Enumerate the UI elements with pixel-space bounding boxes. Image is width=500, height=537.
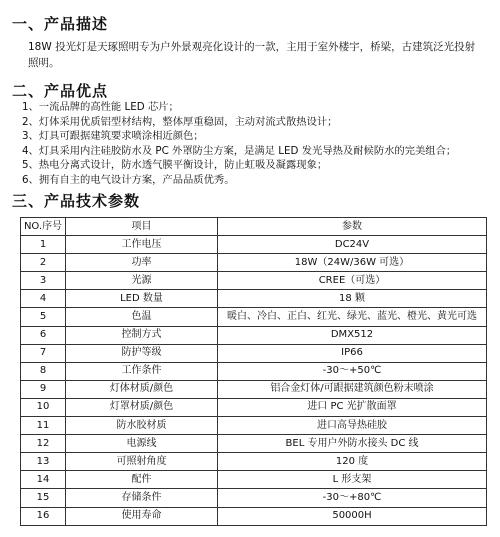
row-value: CREE（可选） bbox=[218, 272, 487, 290]
row-item: 配件 bbox=[66, 471, 218, 489]
section-title-description: 一、产品描述 bbox=[12, 15, 109, 33]
header-param: 参数 bbox=[218, 218, 487, 236]
row-item: 可照射角度 bbox=[66, 453, 218, 471]
table-row bbox=[21, 453, 487, 471]
row-number: 13 bbox=[21, 453, 66, 471]
row-number: 8 bbox=[21, 362, 66, 380]
advantage-item: 2、灯体采用优质铝型材结构，整体厚重稳固，主动对流式散热设计； bbox=[22, 115, 338, 128]
row-value: -30～+80℃ bbox=[218, 489, 487, 507]
row-value: 50000H bbox=[218, 507, 487, 525]
table-row bbox=[21, 398, 487, 416]
spec-table-body bbox=[21, 236, 487, 526]
row-number: 3 bbox=[21, 272, 66, 290]
row-value: DC24V bbox=[218, 236, 487, 254]
row-value: 18 颗 bbox=[218, 290, 487, 308]
advantage-item: 4、灯具采用内注硅胶防水及 PC 外罩防尘方案，是满足 LED 发光导热及耐候防水的完美组合； bbox=[22, 144, 457, 157]
row-item: 电源线 bbox=[66, 435, 218, 453]
table-row bbox=[21, 236, 487, 254]
table-row bbox=[21, 362, 487, 380]
description-paragraph: 18W 投光灯是天琢照明专为户外景观亮化设计的一款，主用于室外楼宇，桥梁，古建筑泛光投射照明。 bbox=[28, 41, 476, 69]
advantage-item: 1、一流品牌的高性能 LED 芯片； bbox=[22, 101, 179, 113]
table-row bbox=[21, 471, 487, 489]
row-value: 暖白、冷白、正白、红光、绿光、蓝光、橙光、黄光可选 bbox=[218, 308, 487, 326]
row-number: 16 bbox=[21, 507, 66, 525]
header-no: NO.序号 bbox=[21, 218, 66, 236]
row-value: 进口 PC 光扩散面罩 bbox=[218, 398, 487, 416]
table-row bbox=[21, 326, 487, 344]
row-value: 铝合金灯体/可跟据建筑颜色粉末喷涂 bbox=[218, 380, 487, 398]
row-item: 工作条件 bbox=[66, 362, 218, 380]
table-row bbox=[21, 435, 487, 453]
table-row bbox=[21, 254, 487, 272]
table-row bbox=[21, 417, 487, 435]
row-value: 18W（24W/36W 可选） bbox=[218, 254, 487, 272]
row-number: 11 bbox=[21, 417, 66, 435]
row-value: 120 度 bbox=[218, 453, 487, 471]
header-item: 项目 bbox=[66, 218, 218, 236]
row-number: 5 bbox=[21, 308, 66, 326]
row-number: 7 bbox=[21, 344, 66, 362]
row-item: 防护等级 bbox=[66, 344, 218, 362]
row-number: 2 bbox=[21, 254, 66, 272]
row-item: 灯体材质/颜色 bbox=[66, 380, 218, 398]
spec-table-header-row bbox=[21, 218, 487, 236]
row-value: BEL 专用户外防水接头 DC 线 bbox=[218, 435, 487, 453]
table-row bbox=[21, 308, 487, 326]
row-number: 9 bbox=[21, 380, 66, 398]
row-value: DMX512 bbox=[218, 326, 487, 344]
row-number: 12 bbox=[21, 435, 66, 453]
section-title-specs: 三、产品技术参数 bbox=[12, 192, 141, 210]
row-item: 控制方式 bbox=[66, 326, 218, 344]
row-item: 功率 bbox=[66, 254, 218, 272]
advantage-item: 5、热电分离式设计，防水透气膜平衡设计，防止虹吸及凝露现象； bbox=[22, 159, 328, 172]
row-value: -30～+50℃ bbox=[218, 362, 487, 380]
row-value: 进口高导热硅胶 bbox=[218, 417, 487, 435]
row-item: 防水胶材质 bbox=[66, 417, 218, 435]
row-number: 4 bbox=[21, 290, 66, 308]
advantages-list bbox=[22, 100, 492, 188]
advantage-item: 6、拥有自主的电气设计方案，产品品质优秀。 bbox=[22, 173, 235, 186]
spec-table bbox=[20, 217, 487, 526]
row-number: 1 bbox=[21, 236, 66, 254]
row-number: 15 bbox=[21, 489, 66, 507]
advantage-item: 3、灯具可跟据建筑要求喷涂相近颜色； bbox=[22, 130, 204, 143]
table-row bbox=[21, 380, 487, 398]
table-row bbox=[21, 344, 487, 362]
row-item: 色温 bbox=[66, 308, 218, 326]
row-number: 10 bbox=[21, 398, 66, 416]
row-item: 光源 bbox=[66, 272, 218, 290]
row-number: 6 bbox=[21, 326, 66, 344]
table-row bbox=[21, 272, 487, 290]
section-title-advantages: 二、产品优点 bbox=[12, 82, 109, 100]
row-item: LED 数量 bbox=[66, 290, 218, 308]
row-item: 存储条件 bbox=[66, 489, 218, 507]
table-row bbox=[21, 290, 487, 308]
table-row bbox=[21, 507, 487, 525]
row-item: 灯罩材质/颜色 bbox=[66, 398, 218, 416]
row-value: IP66 bbox=[218, 344, 487, 362]
table-row bbox=[21, 489, 487, 507]
row-value: L 形支架 bbox=[218, 471, 487, 489]
row-number: 14 bbox=[21, 471, 66, 489]
row-item: 使用寿命 bbox=[66, 507, 218, 525]
row-item: 工作电压 bbox=[66, 236, 218, 254]
